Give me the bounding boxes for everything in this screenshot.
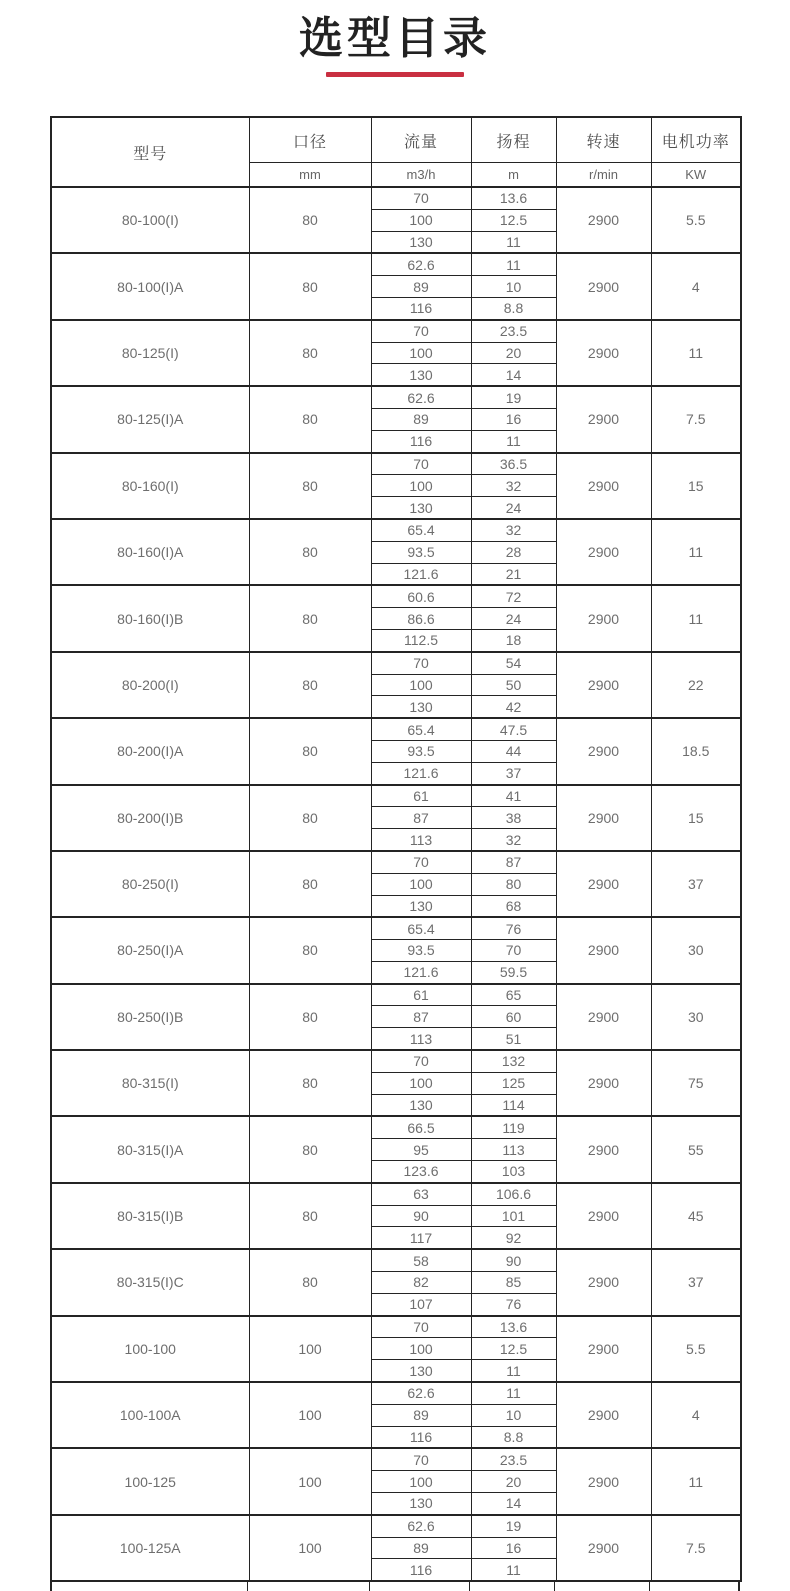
- speed-cell: 2900: [556, 1448, 651, 1514]
- head-cell: 132: [471, 1050, 556, 1072]
- model-cell: 80-125(I)A: [51, 386, 249, 452]
- flow-cell: 100: [371, 1471, 471, 1493]
- flow-cell: 130: [371, 1493, 471, 1515]
- cutoff-vline: [369, 1582, 370, 1591]
- head-cell: 8.8: [471, 1426, 556, 1448]
- diameter-cell: 80: [249, 718, 371, 784]
- cutoff-vline: [738, 1582, 740, 1591]
- head-cell: 16: [471, 1537, 556, 1559]
- power-cell: 37: [651, 851, 741, 917]
- head-cell: 101: [471, 1205, 556, 1227]
- flow-cell: 90: [371, 1205, 471, 1227]
- diameter-cell: 80: [249, 851, 371, 917]
- flow-cell: 121.6: [371, 563, 471, 585]
- diameter-cell: 80: [249, 917, 371, 983]
- head-cell: 11: [471, 1360, 556, 1382]
- flow-cell: 116: [371, 297, 471, 319]
- flow-cell: 62.6: [371, 1515, 471, 1537]
- power-cell: 30: [651, 917, 741, 983]
- head-cell: 76: [471, 1293, 556, 1315]
- head-cell: 41: [471, 785, 556, 807]
- table-row: [51, 718, 741, 740]
- diameter-cell: 80: [249, 187, 371, 253]
- flow-cell: 100: [371, 475, 471, 497]
- unit-head: m: [471, 163, 556, 188]
- cutoff-vline: [554, 1582, 555, 1591]
- head-cell: 24: [471, 608, 556, 630]
- power-cell: 5.5: [651, 187, 741, 253]
- table-row: [51, 187, 741, 209]
- flow-cell: 89: [371, 408, 471, 430]
- head-cell: 70: [471, 940, 556, 962]
- head-cell: 11: [471, 253, 556, 275]
- diameter-cell: 80: [249, 253, 371, 319]
- power-cell: 30: [651, 984, 741, 1050]
- power-cell: 4: [651, 253, 741, 319]
- head-cell: 36.5: [471, 453, 556, 475]
- next-row-cutoff: [50, 1582, 740, 1591]
- diameter-cell: 80: [249, 519, 371, 585]
- flow-cell: 70: [371, 1050, 471, 1072]
- header-speed: 转速: [556, 117, 651, 163]
- table-row: [51, 1249, 741, 1271]
- model-cell: 80-250(I)A: [51, 917, 249, 983]
- flow-cell: 65.4: [371, 917, 471, 939]
- flow-cell: 116: [371, 1426, 471, 1448]
- head-cell: 14: [471, 1493, 556, 1515]
- model-cell: 100-100A: [51, 1382, 249, 1448]
- power-cell: 15: [651, 785, 741, 851]
- flow-cell: 70: [371, 320, 471, 342]
- head-cell: 92: [471, 1227, 556, 1249]
- selection-table: [50, 116, 742, 1582]
- head-cell: 113: [471, 1139, 556, 1161]
- table-row: [51, 1050, 741, 1072]
- head-cell: 10: [471, 1404, 556, 1426]
- flow-cell: 121.6: [371, 762, 471, 784]
- flow-cell: 93.5: [371, 541, 471, 563]
- flow-cell: 100: [371, 674, 471, 696]
- speed-cell: 2900: [556, 1116, 651, 1182]
- flow-cell: 62.6: [371, 386, 471, 408]
- flow-cell: 70: [371, 187, 471, 209]
- power-cell: 7.5: [651, 386, 741, 452]
- model-cell: 80-160(I): [51, 453, 249, 519]
- head-cell: 12.5: [471, 209, 556, 231]
- header-flow: 流量: [371, 117, 471, 163]
- table-row: [51, 453, 741, 475]
- head-cell: 16: [471, 408, 556, 430]
- power-cell: 55: [651, 1116, 741, 1182]
- model-cell: 80-250(I)B: [51, 984, 249, 1050]
- head-cell: 125: [471, 1072, 556, 1094]
- head-cell: 8.8: [471, 297, 556, 319]
- cutoff-vline: [469, 1582, 470, 1591]
- table-row: [51, 1116, 741, 1138]
- flow-cell: 113: [371, 829, 471, 851]
- table-row: [51, 917, 741, 939]
- flow-cell: 117: [371, 1227, 471, 1249]
- head-cell: 44: [471, 740, 556, 762]
- diameter-cell: 80: [249, 1116, 371, 1182]
- speed-cell: 2900: [556, 652, 651, 718]
- head-cell: 119: [471, 1116, 556, 1138]
- power-cell: 11: [651, 519, 741, 585]
- head-cell: 13.6: [471, 1316, 556, 1338]
- model-cell: 80-125(I): [51, 320, 249, 386]
- head-cell: 11: [471, 1382, 556, 1404]
- diameter-cell: 80: [249, 652, 371, 718]
- speed-cell: 2900: [556, 386, 651, 452]
- header-power: 电机功率: [651, 117, 741, 163]
- flow-cell: 123.6: [371, 1161, 471, 1183]
- table-body: [51, 187, 741, 1581]
- flow-cell: 107: [371, 1293, 471, 1315]
- flow-cell: 86.6: [371, 608, 471, 630]
- flow-cell: 60.6: [371, 585, 471, 607]
- flow-cell: 121.6: [371, 961, 471, 983]
- head-cell: 80: [471, 873, 556, 895]
- power-cell: 11: [651, 585, 741, 651]
- flow-cell: 113: [371, 1028, 471, 1050]
- speed-cell: 2900: [556, 718, 651, 784]
- diameter-cell: 80: [249, 453, 371, 519]
- flow-cell: 130: [371, 231, 471, 253]
- flow-cell: 87: [371, 1006, 471, 1028]
- head-cell: 106.6: [471, 1183, 556, 1205]
- head-cell: 51: [471, 1028, 556, 1050]
- head-cell: 38: [471, 807, 556, 829]
- table-row: [51, 519, 741, 541]
- speed-cell: 2900: [556, 917, 651, 983]
- flow-cell: 130: [371, 696, 471, 718]
- flow-cell: 130: [371, 895, 471, 917]
- table-row: [51, 585, 741, 607]
- head-cell: 32: [471, 475, 556, 497]
- model-cell: 80-315(I)B: [51, 1183, 249, 1249]
- head-cell: 13.6: [471, 187, 556, 209]
- power-cell: 45: [651, 1183, 741, 1249]
- head-cell: 14: [471, 364, 556, 386]
- cutoff-vline: [247, 1582, 248, 1591]
- flow-cell: 100: [371, 873, 471, 895]
- model-cell: 80-250(I): [51, 851, 249, 917]
- speed-cell: 2900: [556, 851, 651, 917]
- flow-cell: 89: [371, 1404, 471, 1426]
- speed-cell: 2900: [556, 984, 651, 1050]
- flow-cell: 70: [371, 453, 471, 475]
- diameter-cell: 80: [249, 585, 371, 651]
- flow-cell: 62.6: [371, 253, 471, 275]
- power-cell: 5.5: [651, 1316, 741, 1382]
- diameter-cell: 80: [249, 785, 371, 851]
- head-cell: 20: [471, 342, 556, 364]
- table-row: [51, 320, 741, 342]
- table-row: [51, 652, 741, 674]
- title-underline: [326, 72, 464, 77]
- head-cell: 37: [471, 762, 556, 784]
- table-header: [51, 117, 741, 187]
- flow-cell: 62.6: [371, 1382, 471, 1404]
- flow-cell: 100: [371, 1072, 471, 1094]
- flow-cell: 66.5: [371, 1116, 471, 1138]
- flow-cell: 130: [371, 364, 471, 386]
- head-cell: 42: [471, 696, 556, 718]
- table-row: [51, 984, 741, 1006]
- head-cell: 24: [471, 497, 556, 519]
- flow-cell: 89: [371, 1537, 471, 1559]
- speed-cell: 2900: [556, 1515, 651, 1581]
- flow-cell: 100: [371, 1338, 471, 1360]
- flow-cell: 116: [371, 1559, 471, 1581]
- power-cell: 4: [651, 1382, 741, 1448]
- head-cell: 114: [471, 1094, 556, 1116]
- speed-cell: 2900: [556, 1316, 651, 1382]
- flow-cell: 112.5: [371, 629, 471, 651]
- speed-cell: 2900: [556, 453, 651, 519]
- head-cell: 60: [471, 1006, 556, 1028]
- flow-cell: 70: [371, 1448, 471, 1470]
- head-cell: 76: [471, 917, 556, 939]
- power-cell: 22: [651, 652, 741, 718]
- model-cell: 80-160(I)B: [51, 585, 249, 651]
- header-head: 扬程: [471, 117, 556, 163]
- flow-cell: 100: [371, 342, 471, 364]
- head-cell: 11: [471, 231, 556, 253]
- head-cell: 90: [471, 1249, 556, 1271]
- head-cell: 59.5: [471, 961, 556, 983]
- diameter-cell: 80: [249, 1050, 371, 1116]
- diameter-cell: 80: [249, 1249, 371, 1315]
- flow-cell: 89: [371, 276, 471, 298]
- flow-cell: 70: [371, 851, 471, 873]
- head-cell: 50: [471, 674, 556, 696]
- model-cell: 80-315(I)C: [51, 1249, 249, 1315]
- speed-cell: 2900: [556, 1382, 651, 1448]
- head-cell: 19: [471, 386, 556, 408]
- header-row-names: [51, 117, 741, 163]
- table-row: [51, 851, 741, 873]
- head-cell: 23.5: [471, 320, 556, 342]
- speed-cell: 2900: [556, 1249, 651, 1315]
- speed-cell: 2900: [556, 253, 651, 319]
- power-cell: 11: [651, 320, 741, 386]
- flow-cell: 95: [371, 1139, 471, 1161]
- page-title: 选型目录: [299, 14, 491, 63]
- flow-cell: 61: [371, 785, 471, 807]
- table-row: [51, 1382, 741, 1404]
- diameter-cell: 100: [249, 1448, 371, 1514]
- table-row: [51, 1515, 741, 1537]
- head-cell: 23.5: [471, 1448, 556, 1470]
- model-cell: 80-200(I)B: [51, 785, 249, 851]
- speed-cell: 2900: [556, 1050, 651, 1116]
- flow-cell: 70: [371, 652, 471, 674]
- model-cell: 80-160(I)A: [51, 519, 249, 585]
- head-cell: 68: [471, 895, 556, 917]
- flow-cell: 63: [371, 1183, 471, 1205]
- flow-cell: 87: [371, 807, 471, 829]
- head-cell: 20: [471, 1471, 556, 1493]
- header-diameter: 口径: [249, 117, 371, 163]
- head-cell: 54: [471, 652, 556, 674]
- flow-cell: 130: [371, 497, 471, 519]
- power-cell: 7.5: [651, 1515, 741, 1581]
- flow-cell: 93.5: [371, 740, 471, 762]
- head-cell: 12.5: [471, 1338, 556, 1360]
- model-cell: 100-125A: [51, 1515, 249, 1581]
- power-cell: 18.5: [651, 718, 741, 784]
- head-cell: 103: [471, 1161, 556, 1183]
- model-cell: 80-315(I): [51, 1050, 249, 1116]
- head-cell: 21: [471, 563, 556, 585]
- diameter-cell: 80: [249, 1183, 371, 1249]
- head-cell: 10: [471, 276, 556, 298]
- speed-cell: 2900: [556, 519, 651, 585]
- cutoff-vline: [50, 1582, 52, 1591]
- flow-cell: 130: [371, 1094, 471, 1116]
- flow-cell: 82: [371, 1272, 471, 1294]
- head-cell: 85: [471, 1272, 556, 1294]
- power-cell: 37: [651, 1249, 741, 1315]
- speed-cell: 2900: [556, 585, 651, 651]
- unit-diameter: mm: [249, 163, 371, 188]
- flow-cell: 100: [371, 209, 471, 231]
- power-cell: 75: [651, 1050, 741, 1116]
- head-cell: 32: [471, 519, 556, 541]
- header-model: 型号: [51, 117, 249, 187]
- flow-cell: 58: [371, 1249, 471, 1271]
- flow-cell: 93.5: [371, 940, 471, 962]
- model-cell: 80-315(I)A: [51, 1116, 249, 1182]
- unit-flow: m3/h: [371, 163, 471, 188]
- table-row: [51, 1316, 741, 1338]
- model-cell: 80-200(I): [51, 652, 249, 718]
- power-cell: 15: [651, 453, 741, 519]
- head-cell: 65: [471, 984, 556, 1006]
- table-row: [51, 386, 741, 408]
- diameter-cell: 100: [249, 1515, 371, 1581]
- model-cell: 100-100: [51, 1316, 249, 1382]
- model-cell: 100-125: [51, 1448, 249, 1514]
- head-cell: 72: [471, 585, 556, 607]
- table-row: [51, 785, 741, 807]
- model-cell: 80-100(I)A: [51, 253, 249, 319]
- unit-speed: r/min: [556, 163, 651, 188]
- model-cell: 80-200(I)A: [51, 718, 249, 784]
- flow-cell: 70: [371, 1316, 471, 1338]
- flow-cell: 65.4: [371, 718, 471, 740]
- cutoff-vline: [649, 1582, 650, 1591]
- table-row: [51, 1448, 741, 1470]
- table-row: [51, 1183, 741, 1205]
- speed-cell: 2900: [556, 785, 651, 851]
- table-row: [51, 253, 741, 275]
- diameter-cell: 80: [249, 386, 371, 452]
- diameter-cell: 80: [249, 984, 371, 1050]
- head-cell: 11: [471, 430, 556, 452]
- speed-cell: 2900: [556, 187, 651, 253]
- head-cell: 11: [471, 1559, 556, 1581]
- unit-power: KW: [651, 163, 741, 188]
- head-cell: 19: [471, 1515, 556, 1537]
- power-cell: 11: [651, 1448, 741, 1514]
- diameter-cell: 80: [249, 320, 371, 386]
- model-cell: 80-100(I): [51, 187, 249, 253]
- speed-cell: 2900: [556, 320, 651, 386]
- head-cell: 32: [471, 829, 556, 851]
- head-cell: 87: [471, 851, 556, 873]
- head-cell: 47.5: [471, 718, 556, 740]
- head-cell: 28: [471, 541, 556, 563]
- flow-cell: 65.4: [371, 519, 471, 541]
- diameter-cell: 100: [249, 1316, 371, 1382]
- head-cell: 18: [471, 629, 556, 651]
- speed-cell: 2900: [556, 1183, 651, 1249]
- diameter-cell: 100: [249, 1382, 371, 1448]
- flow-cell: 61: [371, 984, 471, 1006]
- flow-cell: 130: [371, 1360, 471, 1382]
- flow-cell: 116: [371, 430, 471, 452]
